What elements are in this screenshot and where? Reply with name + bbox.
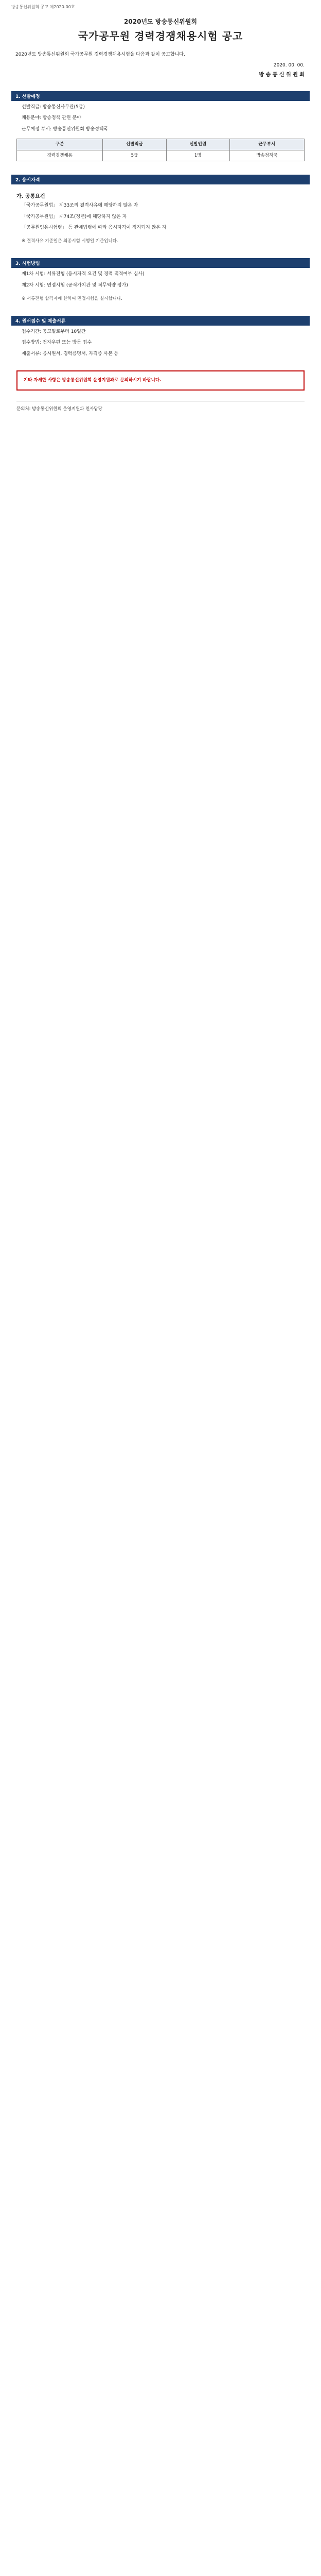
list-item: 「공무원임용시험령」 등 관계법령에 따라 응시자격이 정지되지 않은 자 [22, 225, 167, 230]
title-block [11, 17, 310, 43]
page-title: 국가공무원 경력경쟁채용시험 공고 [78, 30, 243, 42]
notice-text: 기타 자세한 사항은 방송통신위원회 운영지원과로 문의하시기 바랍니다. [24, 377, 162, 383]
notice-date: 2020. 00. 00. [273, 63, 305, 69]
list-item: 채용분야: 방송정책 관련 분야 [22, 115, 81, 121]
table-header: 구분 [17, 139, 103, 150]
list-item: 제1차 시험: 서류전형 (응시자격 요건 및 경력 적격여부 심사) [22, 272, 145, 277]
table-cell: 5급 [103, 150, 166, 161]
section-heading: 2. 응시자격 [11, 175, 310, 184]
section-note: ※ 결격사유 기준일은 최종시험 시행일 기준입니다. [22, 238, 118, 244]
section-heading: 1. 선발예정 [11, 91, 310, 101]
table-cell: 경력경쟁채용 [17, 150, 103, 161]
organization-name: 방 송 통 신 위 원 회 [259, 72, 305, 78]
list-item: 접수기간: 공고일로부터 10일간 [22, 329, 86, 335]
list-item: 접수방법: 전자우편 또는 방문 접수 [22, 340, 92, 346]
title-year: 2020년도 방송통신위원회 [124, 18, 197, 25]
table-row [17, 150, 305, 161]
list-item: 「국가공무원법」 제33조의 결격사유에 해당하지 않은 자 [22, 203, 138, 209]
table-header: 선발직급 [103, 139, 166, 150]
list-item: 선발직급: 방송통신사무관(5급) [22, 105, 85, 110]
section-note: ※ 서류전형 합격자에 한하여 면접시험을 실시합니다. [22, 296, 122, 301]
list-item: 제출서류: 응시원서, 경력증명서, 자격증 사본 등 [22, 351, 119, 357]
footer-contact: 문의처: 방송통신위원회 운영지원과 인사담당 [16, 401, 305, 413]
table-cell: 1명 [166, 150, 229, 161]
table-header: 근무부서 [229, 139, 304, 150]
subsection-heading: 가. 공통요건 [16, 194, 45, 200]
section-list [11, 326, 310, 358]
intro-text: 2020년도 방송통신위원회 국가공무원 경력경쟁채용시험을 다음과 같이 공고합니다. [15, 52, 185, 57]
table-header: 선발인원 [166, 139, 229, 150]
list-item: 제2차 시험: 면접시험 (공직가치관 및 직무역량 평가) [22, 282, 128, 288]
section-heading: 4. 원서접수 및 제출서류 [11, 316, 310, 326]
section-list [11, 199, 310, 232]
notice-number: 방송통신위원회 공고 제2020-00호 [11, 5, 75, 9]
section-list [11, 268, 310, 289]
list-item: 근무예정 부서: 방송통신위원회 방송정책국 [22, 126, 109, 132]
table-cell: 방송정책국 [229, 150, 304, 161]
section-list [11, 101, 310, 133]
recruit-table [16, 139, 305, 162]
notice-box [16, 370, 305, 391]
section-heading: 3. 시험방법 [11, 258, 310, 268]
list-item: 「국가공무원법」 제74조(정년)에 해당하지 않은 자 [22, 214, 127, 219]
